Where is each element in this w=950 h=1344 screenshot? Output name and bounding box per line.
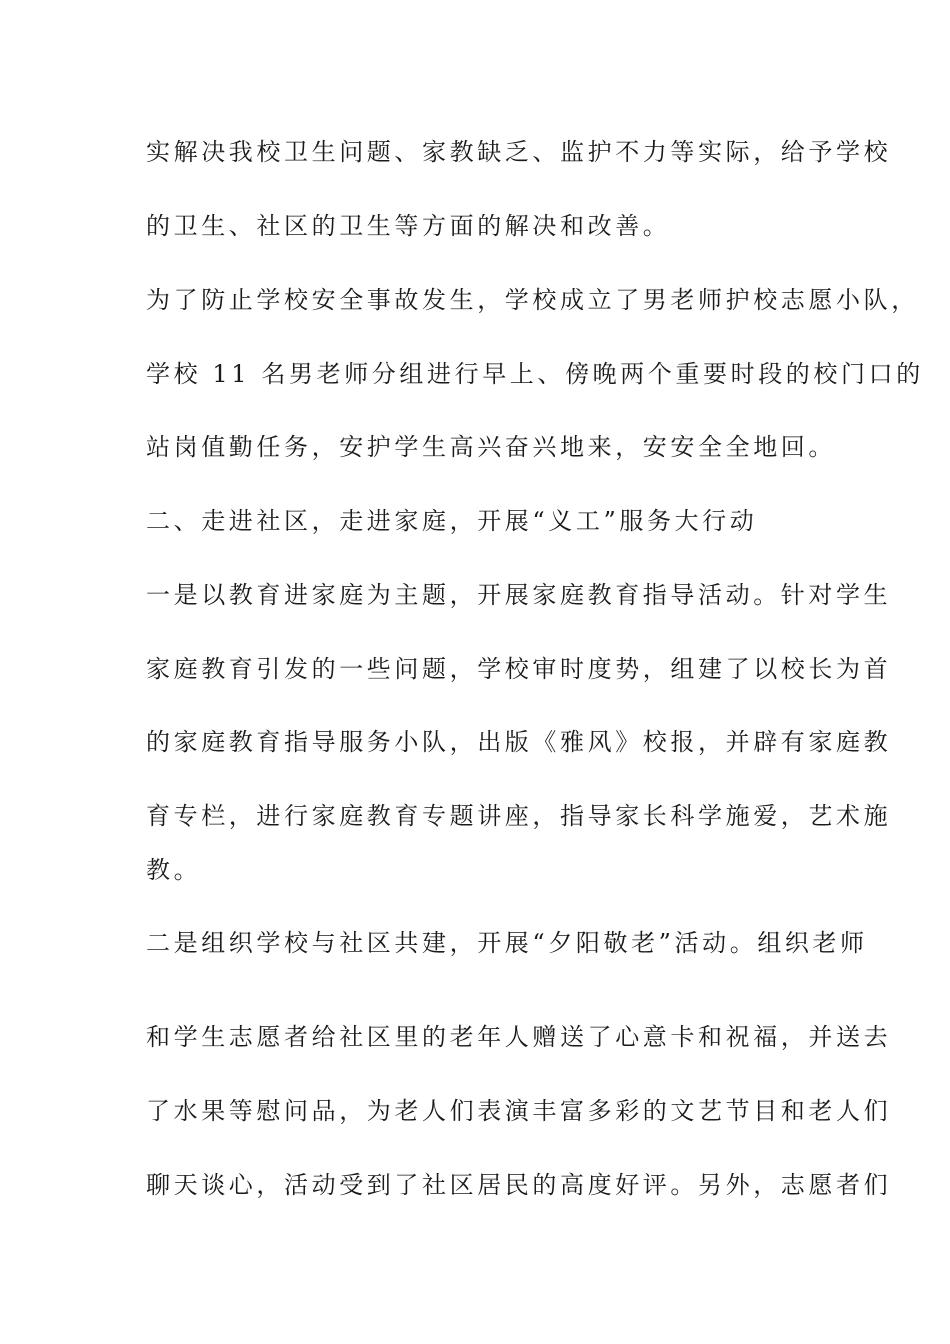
paragraph-line: 了水果等慰问品，为老人们表演丰富多彩的文艺节目和老人们	[146, 1097, 892, 1125]
paragraph-line: 聊天谈心，活动受到了社区居民的高度好评。另外，志愿者们	[146, 1171, 892, 1199]
section-heading: 二、走进社区，走进家庭，开展“义工”服务大行动	[146, 507, 758, 535]
paragraph-line: 教。	[146, 856, 202, 884]
paragraph-line: 二是组织学校与社区共建，开展“夕阳敬老”活动。组织老师	[146, 929, 868, 957]
paragraph-line: 育专栏，进行家庭教育专题讲座，指导家长科学施爱，艺术施	[146, 802, 892, 830]
paragraph-line: 的卫生、社区的卫生等方面的解决和改善。	[146, 212, 671, 240]
paragraph-line: 一是以教育进家庭为主题，开展家庭教育指导活动。针对学生	[146, 581, 892, 609]
paragraph-line: 和学生志愿者给社区里的老年人赠送了心意卡和祝福，并送去	[146, 1023, 892, 1051]
paragraph-line: 站岗值勤任务，安护学生高兴奋兴地来，安安全全地回。	[146, 433, 836, 461]
paragraph-line: 实解决我校卫生问题、家教缺乏、监护不力等实际，给予学校	[146, 138, 892, 166]
paragraph-line: 为了防止学校安全事故发生，学校成立了男老师护校志愿小队，	[146, 286, 919, 314]
paragraph-line: 的家庭教育指导服务小队，出版《雅风》校报，并辟有家庭教	[146, 728, 892, 756]
paragraph-line: 家庭教育引发的一些问题，学校审时度势，组建了以校长为首	[146, 655, 892, 683]
paragraph-line: 学校 11 名男老师分组进行早上、傍晚两个重要时段的校门口的	[146, 360, 924, 388]
